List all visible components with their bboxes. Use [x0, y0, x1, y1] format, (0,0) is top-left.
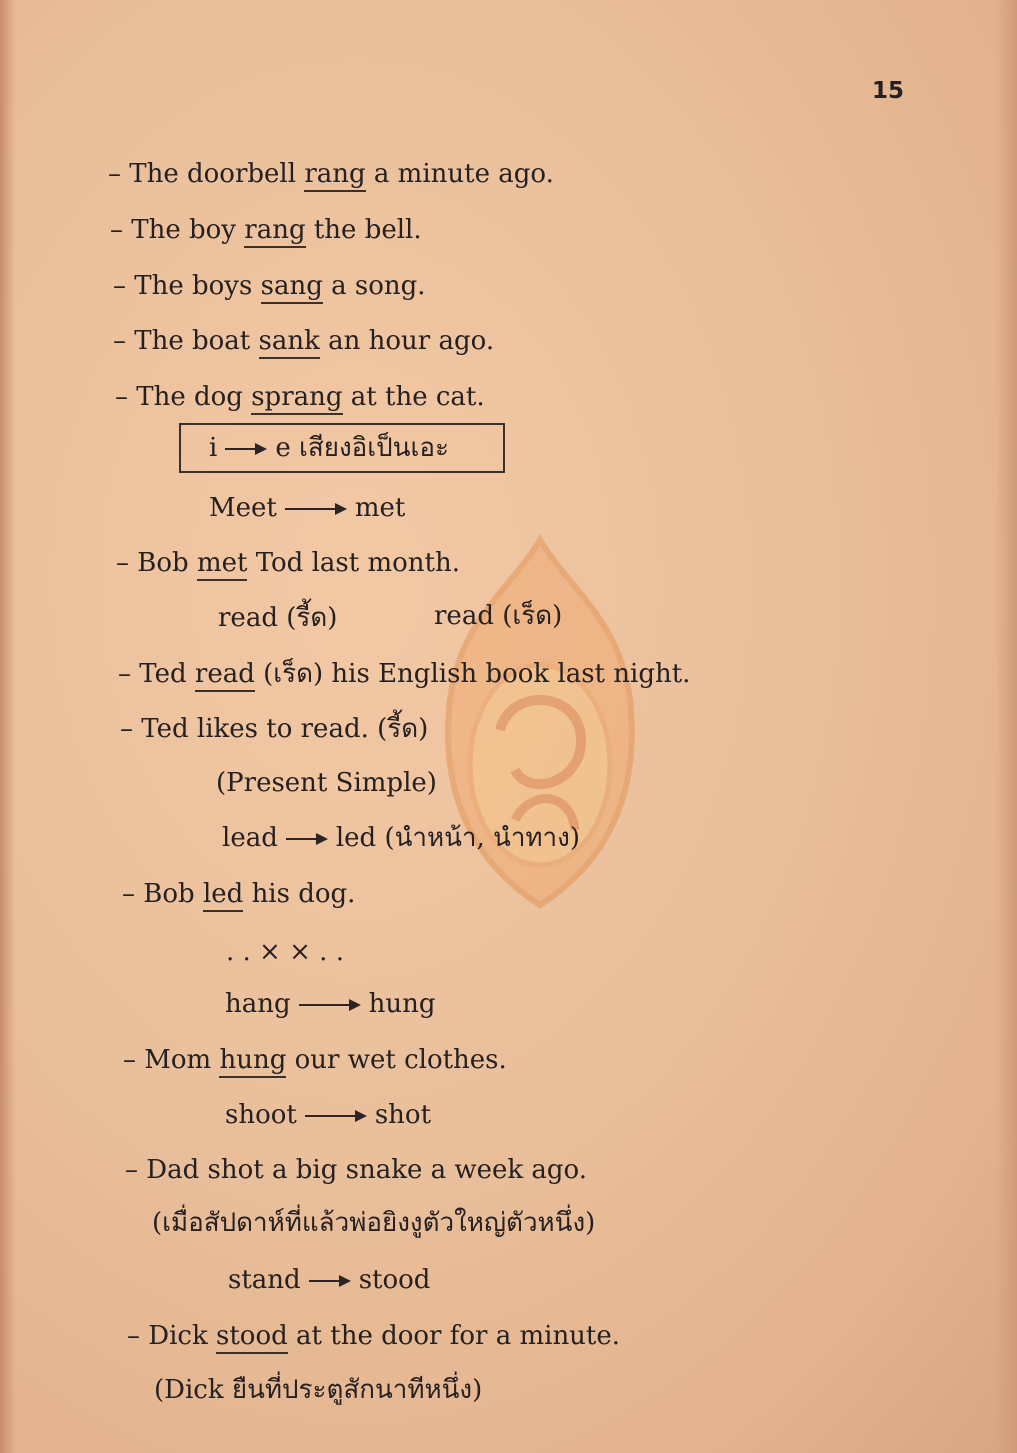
verb-past: met [354, 493, 406, 523]
sentence-text: our wet clothes. [294, 1045, 507, 1075]
underlined-verb: met [197, 548, 248, 581]
sentence-text: Dad shot a big snake a week ago. [146, 1155, 588, 1185]
sentence-text: Bob [143, 879, 195, 909]
sentence-text: The dog [136, 382, 243, 412]
sentence-text: Dick [148, 1321, 208, 1351]
sentence-text: The boy [131, 215, 236, 245]
read-pronunciation-present: read (รี้ด) [218, 603, 338, 633]
thai-translation: (เมื่อสัปดาห์ที่แล้วพ่อยิงงูตัวใหญ่ตัวหนึ่ง) [152, 1208, 596, 1238]
verb-base: hang [225, 989, 291, 1019]
underlined-verb: hung [219, 1045, 286, 1078]
sentence-text: his dog. [251, 879, 356, 909]
verb-pair-hang [225, 988, 436, 1020]
bullet-dash: – [123, 1045, 136, 1075]
sentence-text: Bob [137, 548, 189, 578]
sentence-dog-sprang [115, 381, 485, 413]
sentence-text: The boys [134, 271, 253, 301]
bullet-dash: – [113, 326, 126, 356]
sentence-boys-sang [113, 270, 426, 302]
sentence-boy-rang [110, 214, 422, 246]
bullet-dash: – [115, 382, 128, 412]
sentence-text: Ted likes to read. (รี้ด) [141, 714, 429, 744]
sentence-text: Tod last month. [255, 548, 460, 578]
sentence-text: Ted [139, 659, 187, 689]
arrow-right-icon [286, 832, 328, 846]
bullet-dash: – [122, 879, 135, 909]
sentence-boat-sank [113, 325, 494, 357]
verb-base: lead [222, 823, 278, 853]
verb-pair-shoot [225, 1099, 431, 1131]
bullet-dash: – [113, 271, 126, 301]
sentence-text: The doorbell [129, 159, 297, 189]
sentence-text: (เร็ด) his English book last night. [263, 659, 691, 689]
arrow-right-icon [305, 1109, 367, 1123]
underlined-verb: stood [216, 1321, 288, 1354]
page-right-edge-shadow [995, 0, 1017, 1453]
thai-note: เสียงอิเป็นเอะ [298, 433, 449, 463]
underlined-verb: sang [261, 271, 323, 304]
page-number: 15 [872, 78, 905, 104]
verb-base: stand [228, 1265, 301, 1295]
section-separator: . . × × . . [226, 937, 344, 967]
emblem-watermark-icon [420, 530, 660, 920]
thai-translation: (Dick ยืนที่ประตูสักนาทีหนึ่ง) [154, 1375, 483, 1405]
underlined-verb: led [203, 879, 243, 912]
underlined-verb: sprang [251, 382, 342, 415]
verb-base: shoot [225, 1100, 297, 1130]
bullet-dash: – [125, 1155, 138, 1185]
vowel-change-box [179, 423, 505, 473]
bullet-dash: – [118, 659, 131, 689]
arrow-right-icon [309, 1274, 351, 1288]
sentence-text: a minute ago. [373, 159, 554, 189]
bullet-dash: – [110, 215, 123, 245]
arrow-right-icon [299, 998, 361, 1012]
bullet-dash: – [127, 1321, 140, 1351]
sentence-text: at the door for a minute. [296, 1321, 621, 1351]
verb-pair-stand [228, 1264, 430, 1296]
verb-past: hung [368, 989, 436, 1019]
verb-past: shot [374, 1100, 432, 1130]
sentence-text: Mom [144, 1045, 212, 1075]
underlined-verb: rang [304, 159, 365, 192]
sentence-mom-hung [123, 1044, 507, 1076]
verb-pair-meet [209, 492, 405, 524]
vowel-to: e [275, 433, 291, 463]
page-left-edge-shadow [0, 0, 16, 1453]
arrow-right-icon [285, 502, 347, 516]
sentence-doorbell-rang [108, 158, 554, 190]
sentence-text: a song. [331, 271, 426, 301]
sentence-text: the bell. [313, 215, 422, 245]
sentence-bob-met [116, 547, 460, 579]
sentence-text: at the cat. [350, 382, 485, 412]
sentence-dad-shot [125, 1154, 587, 1186]
sentence-text: an hour ago. [328, 326, 495, 356]
thai-note: (นำหน้า, นำทาง) [384, 823, 580, 853]
bullet-dash: – [116, 548, 129, 578]
underlined-verb: read [195, 659, 255, 692]
verb-past: led [335, 823, 377, 853]
underlined-verb: sank [259, 326, 320, 359]
bullet-dash: – [120, 714, 133, 744]
sentence-ted-read [118, 658, 690, 690]
vowel-from: i [209, 433, 218, 463]
read-pronunciation-past: read (เร็ด) [434, 601, 563, 631]
underlined-verb: rang [244, 215, 305, 248]
present-simple-note: (Present Simple) [216, 768, 437, 798]
arrow-right-icon [225, 442, 267, 456]
verb-pair-lead [222, 822, 580, 854]
sentence-text: The boat [134, 326, 251, 356]
verb-base: Meet [209, 493, 277, 523]
verb-past: stood [358, 1265, 431, 1295]
bullet-dash: – [108, 159, 121, 189]
sentence-dick-stood [127, 1320, 620, 1352]
sentence-bob-led [122, 878, 355, 910]
sentence-ted-likes-to-read [120, 713, 428, 745]
